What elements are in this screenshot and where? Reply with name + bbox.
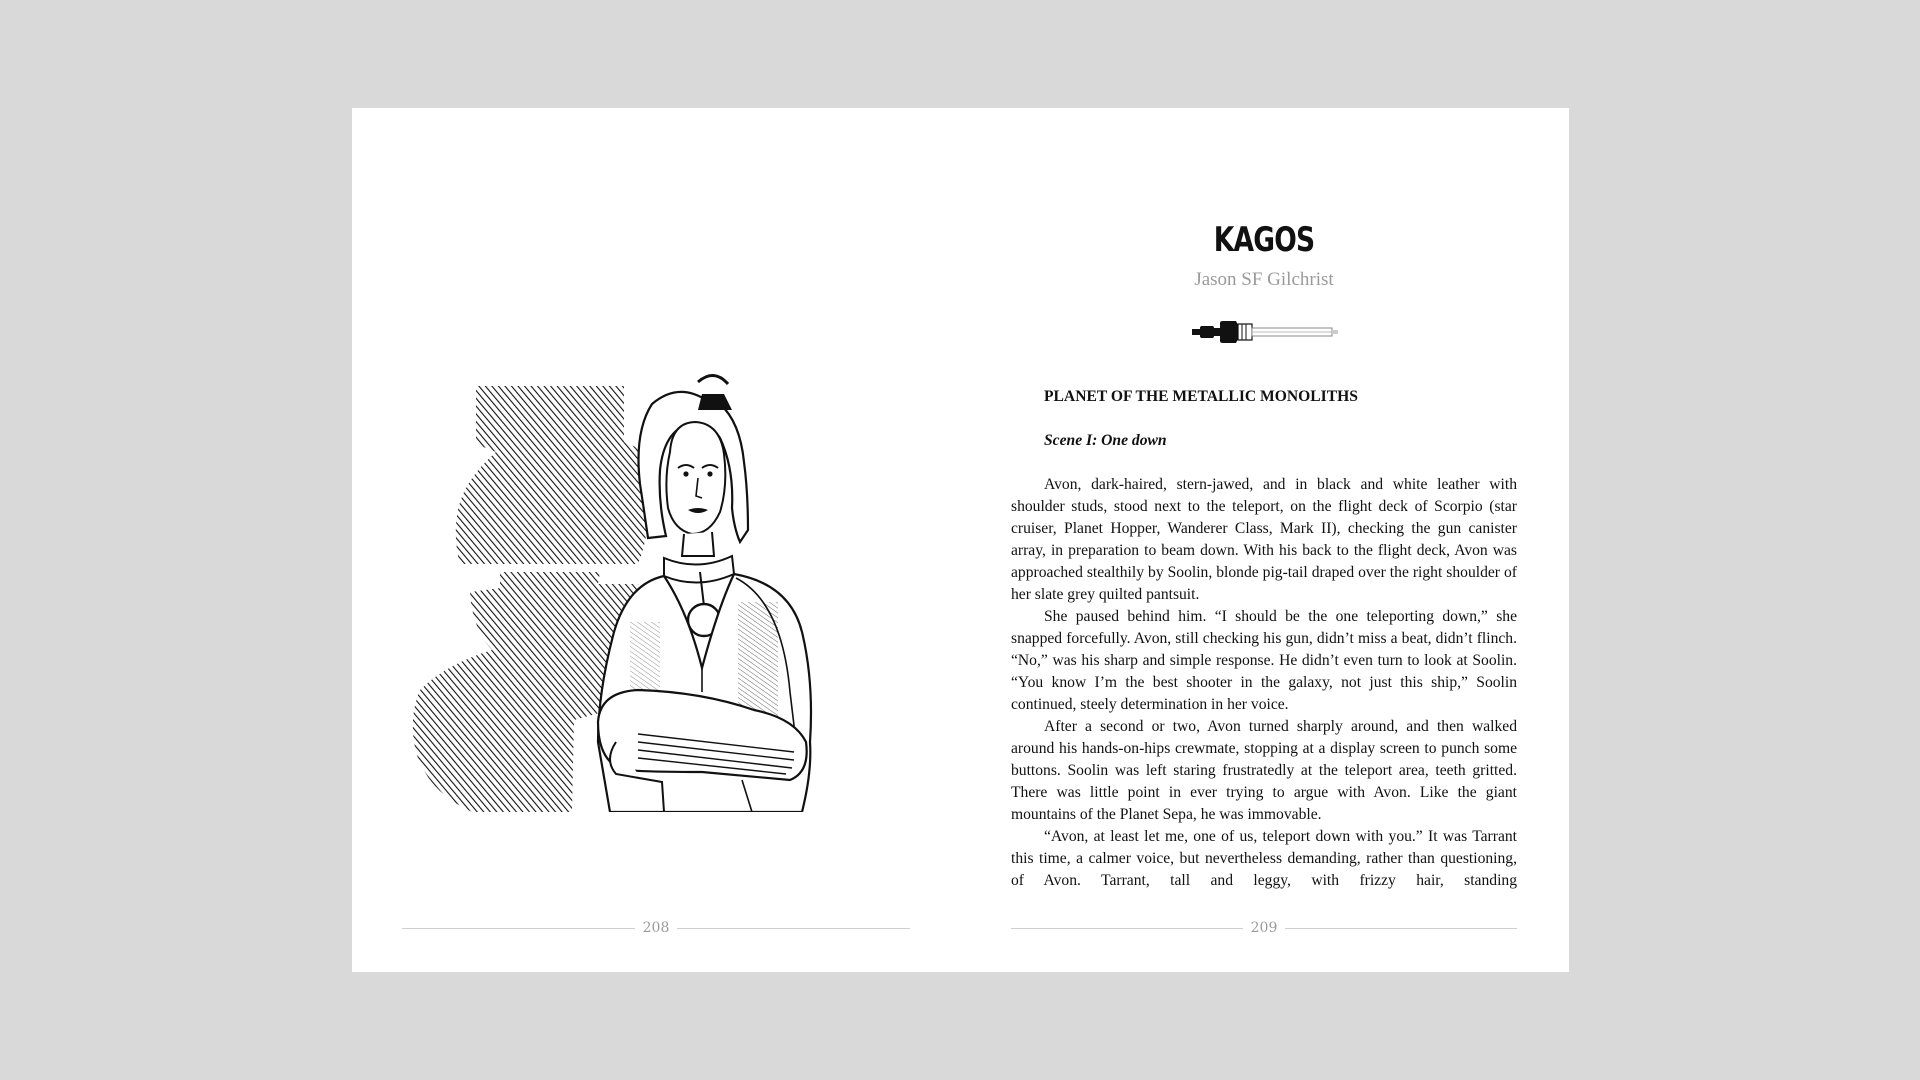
chapter-heading: PLANET OF THE METALLIC MONOLITHS — [1044, 388, 1358, 405]
scene-heading: Scene I: One down — [1044, 432, 1167, 449]
footer-rule-left — [1011, 928, 1243, 929]
story-body — [1011, 386, 1517, 892]
page-number-right: 209 — [1250, 920, 1278, 936]
story-author: Jason SF Gilchrist — [1194, 269, 1334, 290]
left-page-footer — [402, 918, 910, 938]
woman-with-crossed-arms-illustration — [402, 272, 822, 812]
paragraph-3: After a second or two, Avon turned sharply around, and then walked around his hands-on-hips crewmate, stopping at a display screen to punch some buttons. Soolin was left staring frustratedly at the teleport area, teeth gritted. There was little point in ever trying to argue with Avon. Like the giant mountains of the Planet Sepa, he was immovable. — [1011, 718, 1517, 823]
footer-rule-right — [1285, 928, 1517, 929]
right-page-footer — [1011, 918, 1517, 938]
page-number-left: 208 — [642, 920, 670, 936]
book-spread — [352, 108, 1569, 972]
footer-rule-right — [677, 928, 910, 929]
story-title: KAGOS — [1213, 220, 1315, 260]
paragraph-2: She paused behind him. “I should be the one teleporting down,” she snapped forcefully. Avon, still checking his gun, didn’t miss a beat, didn’t flinch. “No,” was his sharp and simple response. He didn’t even turn to look at Soolin. “You know I’m the best shooter in the galaxy, not just this ship,” Soolin continued, steely determination in her voice. — [1011, 608, 1517, 713]
paragraph-1: Avon, dark-haired, stern-jawed, and in black and white leather with shoulder studs, stood next to the teleport, on the flight deck of Scorpio (star cruiser, Planet Hopper, Wanderer Class, Mark II), checking the gun canister array, in preparation to beam down. With his back to the flight deck, Avon was approached stealthily by Soolin, blonde pig-tail draped over the right shoulder of her slate grey quilted pantsuit. — [1011, 476, 1517, 603]
paragraph-4: “Avon, at least let me, one of us, teleport down with you.” It was Tarrant this time, a calmer voice, but nevertheless demanding, rather than questioning, of Avon. Tarrant, tall and leggy, with frizzy hair, standing — [1011, 828, 1517, 889]
footer-rule-left — [402, 928, 635, 929]
gun-canister-ornament-icon — [1190, 319, 1340, 345]
